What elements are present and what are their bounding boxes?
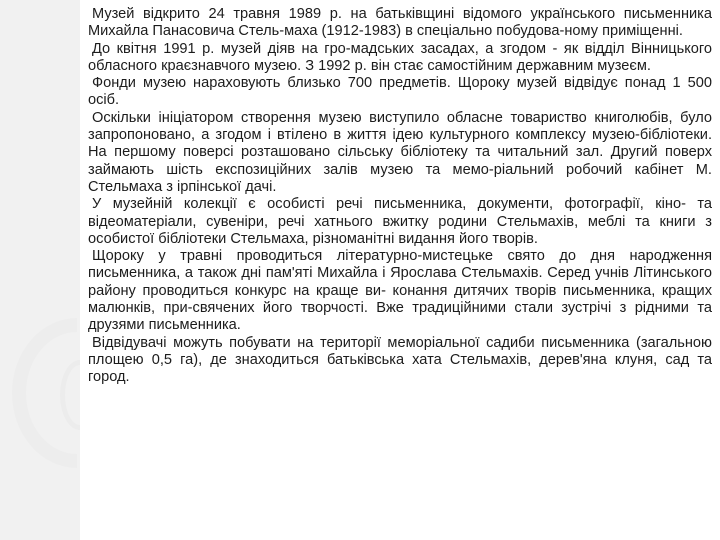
- paragraph-museum-library: Оскільки ініціатором створення музею виступило обласне товариство книголюбів, було запропоновано, а згодом і втілено в життя ідею культурного комплексу музею-бібліотеки. На першому поверсі розташовано сільську бібліотеку та читальний зал. Другий поверх займають шість експозиційних залів музею та мемо-ріальний робочий кабінет М. Стельмаха з ірпінської дачі.: [88, 109, 712, 195]
- document-text-body: [88, 6, 712, 387]
- paragraph-opening: Музей відкрито 24 травня 1989 р. на батьківщині відомого українського письменника Михайла Панасовича Стель-маха (1912-1983) в спеціально побудова-ному приміщенні.: [88, 6, 712, 40]
- paragraph-collection-size: Фонди музею нараховують близько 700 предметів. Щороку музей відвідує понад 1 500 осіб.: [88, 75, 712, 109]
- paragraph-collection-items: У музейній колекції є особисті речі письменника, документи, фотографії, кіно- та відеоматеріали, сувеніри, речі хатнього вжитку родини Стельмахів, меблі та книги з особистої бібліотеки Стельмаха, різноманітні видання його творів.: [88, 196, 712, 247]
- paragraph-events: Щороку у травні проводиться літературно-мистецьке свято до дня народження письменника, а також дні пам'яті Михайла і Ярослава Стельмахів. Серед учнів Літинського району проводиться конкурс на краще ви- конання дитячих творів письменника, кращих малюнків, при-свячених його творчості. Вже традиційними стали зустрічі з рідними та друзями письменника.: [88, 248, 712, 334]
- paragraph-history: До квітня 1991 р. музей діяв на гро-мадських засадах, а згодом - як відділ Вінницького обласного краєзнавчого музею. З 1992 р. він стає самостійним державним музеєм.: [88, 40, 712, 74]
- paragraph-estate: Відвідувачі можуть побувати на території меморіальної садиби письменника (загальною площею 0,5 га), де знаходиться батьківська хата Стельмахів, дерев'яна клуня, сад та город.: [88, 334, 712, 386]
